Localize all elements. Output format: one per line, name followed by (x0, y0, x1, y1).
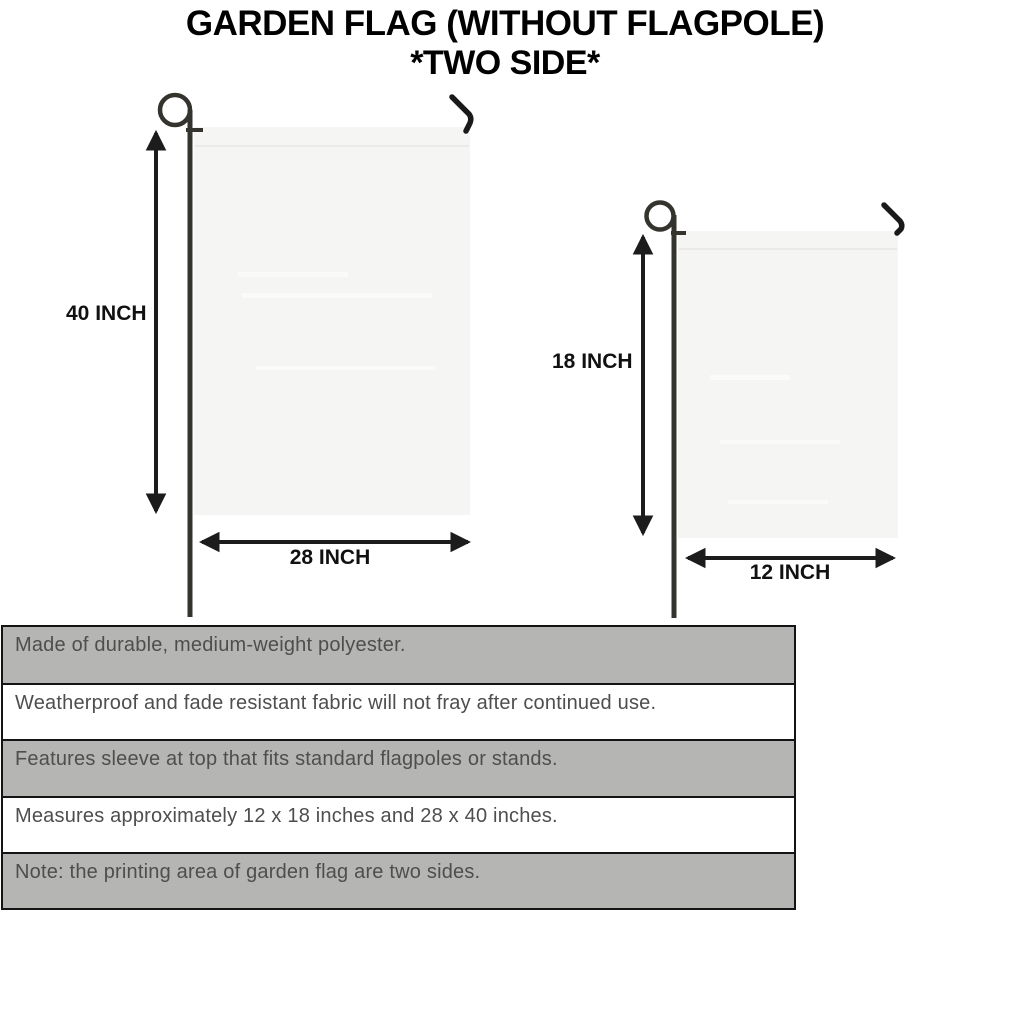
feature-text: Weatherproof and fade resistant fabric will not fray after continued use. (15, 692, 657, 715)
page-title: GARDEN FLAG (WITHOUT FLAGPOLE) (185, 4, 825, 43)
page-subtitle: *TWO SIDE* (410, 44, 600, 82)
large-flag-group (156, 95, 471, 617)
features-table (1, 625, 796, 910)
small-flag-canvas (678, 231, 898, 538)
feature-row (3, 683, 794, 739)
large-flag-height-label: 40 INCH (66, 302, 147, 325)
small-flag-width-label: 12 INCH (749, 561, 831, 584)
large-flag-canvas (194, 127, 470, 515)
large-flag-hook-icon (452, 97, 471, 131)
small-flag-group (643, 203, 902, 619)
feature-text: Made of durable, medium-weight polyester. (15, 634, 406, 656)
large-flag-pole-loop (160, 95, 190, 125)
large-flag-width-label: 28 INCH (289, 546, 371, 569)
small-flag-hook-icon (884, 205, 902, 233)
feature-row (3, 852, 794, 908)
feature-row (3, 627, 794, 683)
small-flag-pole-loop (647, 203, 674, 230)
feature-row (3, 796, 794, 852)
feature-row (3, 739, 794, 795)
feature-text: Measures approximately 12 x 18 inches and 28 x 40 inches. (15, 804, 558, 827)
feature-text: Note: the printing area of garden flag are two sides. (15, 860, 481, 883)
small-flag-height-label: 18 INCH (552, 350, 633, 373)
feature-text: Features sleeve at top that fits standard flagpoles or stands. (15, 748, 558, 771)
